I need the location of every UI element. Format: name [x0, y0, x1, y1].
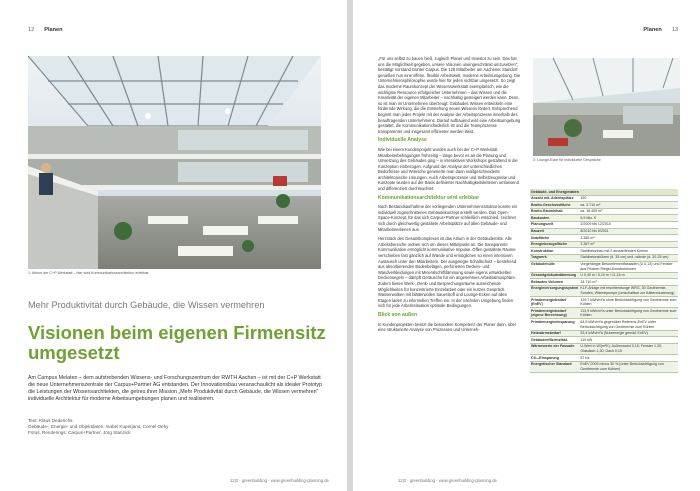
- right-caption: 2: Lounge-Ecke für individuelle Gespräche: [533, 158, 601, 162]
- table-key: Energiebezugsfläche: [530, 241, 579, 248]
- table-row: [530, 343, 678, 354]
- credit-line: Text: Klaus Dederichs: [28, 418, 73, 423]
- atrium-photo: [28, 56, 321, 269]
- table-key: Gebäudeeffizienzfakt.: [530, 337, 579, 344]
- blick-paragraph: In Kundenprojekten besitzt die besondere Kompetenz der Planer dann, über eine strukturierte Analyse von Prozessen und Unterneh-: [378, 321, 517, 333]
- section-heading: Kommunikationsarchitektur wird erlebbar: [378, 194, 480, 201]
- table-key: Wärmewerte der Fassade: [530, 343, 579, 354]
- table-key: Energetischer Standard: [530, 361, 579, 372]
- page-number: 13: [671, 27, 678, 33]
- table-key: Gebäudehülle: [530, 261, 579, 272]
- table-key: Brutto-Geschossfläche: [530, 202, 579, 209]
- table-row: [530, 361, 678, 372]
- table-value: EnEV 2009 minus 30 % (unter Berücksichtigung von Geothermie zum Kühlen): [579, 361, 678, 372]
- table-key: Nutzfläche: [530, 235, 579, 242]
- table-value: 8/2010 bis 6/2011: [579, 228, 678, 235]
- table-row: [530, 195, 678, 202]
- body-column: [378, 56, 521, 486]
- table-key: Tragwerk: [530, 254, 579, 261]
- table-key: Planungszeit: [530, 221, 579, 228]
- table-row: [530, 330, 678, 337]
- section-label: Planen: [643, 27, 662, 33]
- table-key: Konstruktion: [530, 248, 579, 255]
- table-value: 119 kW: [579, 337, 678, 344]
- lead-paragraph: Am Campus Melaten – dem aufstrebenden Wissens- und Forschungszentrum der RWTH Aachen – ist mit der C+P Werkstatt die neue Unternehmenszentrale der Carpus+Partner AG entstanden. Der Innovationsbau veranschaulicht als idealer Prototyp die Leistungen der Wissensarchitekten, die getreu ihrer Mission „Mehr Produktivität durch Gebäude, die Wissen vermehren" individuelle Architektur für moderne Arbeitsumgebungen planen und realisieren.: [28, 375, 323, 403]
- table-row: [530, 254, 678, 261]
- table-key: Energieversorgungssystem: [530, 285, 579, 296]
- table-row: [530, 208, 678, 215]
- table-value: 3.365 m²: [579, 235, 678, 242]
- left-header: [28, 27, 63, 33]
- table-key: Primärenergiebedarf (eigene Berechnung): [530, 308, 579, 319]
- left-caption: 1: Atrium der C+P Werkstatt – hier wird Kommunikationsarchitektur erlebbar.: [28, 271, 150, 275]
- table-row: [530, 337, 678, 344]
- credits: [28, 418, 228, 437]
- lounge-photo: [533, 58, 680, 156]
- section-label: Planen: [44, 27, 63, 33]
- table-row: [530, 215, 678, 222]
- table-key: Bauzeit: [530, 228, 579, 235]
- table-row: [530, 319, 678, 330]
- table-row: [530, 285, 678, 296]
- table-value: 64,5 kWh/m²a gegenüber Referenz-EnEV unter Berücksichtigung von Geothermie zum Kühlen: [579, 319, 678, 330]
- right-header: [643, 27, 678, 33]
- table-row: [530, 235, 678, 242]
- table-value: ca. 3.710 m²: [579, 202, 678, 209]
- table-value: 18.710 m³: [579, 279, 678, 286]
- table-key: Primärenergiebedarf (EnEV): [530, 297, 579, 308]
- table-value: U-Wert in W/(m²K): Außenwand 0,15; Fenster 1,30; Glasdach 1,30; Dach 0,15: [579, 343, 678, 354]
- subtitle: Mehr Produktivität durch Gebäude, die Wissen vermehren: [28, 300, 265, 310]
- credit-line: Gebäude-, Energie- und Objektdaten: Isabel Kuperjans, Cornel Oehy: [28, 424, 169, 430]
- table-row: [530, 355, 678, 362]
- table-key: Primärenergieeinsparung: [530, 319, 579, 330]
- left-page: [0, 0, 347, 491]
- table-row: [530, 221, 678, 228]
- right-footer: 12|2 · greenbuilding · www.greenbuilding-planning.de: [398, 478, 497, 483]
- table-value: KLF-Anlage mit reschtemtunge WRG, 30 Geothermie-Sonden, Wärmepumpe (umschaltbar zur Kältereduzierung): [579, 285, 678, 296]
- table-row: [530, 279, 678, 286]
- table-row: [530, 297, 678, 308]
- analyse-paragraph: Wie bei einem Kundenprojekt wurden auch bei der C+P Werkstatt Mitarbeiterbefragungen frühzeitig – lange bevor es an die Planung und Umsetzung des Gebäudes ging – in interaktiven Workshops gestaltend in die Konzeption einbezogen. Aufgrund der Analyse der unterschiedlichen Bedürfnisse und Wünsche generierte man dann maßgeschneiderte architektonische Lösungen. Auch Arbeitsprozesse und Selbstzeugnisse und Konzepte wurden auf der Basis definierter Nachhaltigkeitskriterien umfassend und differenziert durchleuchtet.: [378, 146, 519, 192]
- intro-paragraph: „Für uns selbst zu bauen hieß, zugleich Planer und Investor zu sein. Das hat uns die Möglichkeit gegeben, unsere Visionen uneingeschränkt umzusetzen", bestätigt Vorstand Günter Carpus. Die 120 Mitarbeiter am Aachener Standort genießen nun eine offene, flexible Arbeitswelt, moderne Arbeitsumgebung. Die Unternehmensphilosophie wurde hier für jeden sichtbar umgesetzt. So zeigt das moderne Raumkonzept der Wissenswerkstatt exemplarisch, wie die wichtigste Ressource erfolgreicher Unternehmen – das Wissen und die Kreativität der eigenen Mitarbeiter – nachhaltig gesteigert werden kann. Denn, so ist man im Unternehmen überzeugt: Gebäudes Wissen entwickeln eine fördernde Wirkung, die die Entstehung neuen Wissens fördert. Entsprechend beginnt man jedes Projekt mit der Analyse der Arbeitsprozesse innerhalb des beauftragenden Unternehmens. Darauf aufbauend wird eine Arbeitsumgebung gestaltet, die Kommunikationsförderlich ist und die Teamprozesse transparenter und insgesamt effizienter werden lässt.: [378, 56, 521, 134]
- table-key: Heizwärmebedarf: [530, 330, 579, 337]
- table-row: [530, 228, 678, 235]
- table-value: Vorgehängte Betonelementfassaden (U 0,13) und Fenster aus Pfosten-Riegel-Konstruktionen: [579, 261, 678, 272]
- table-value: ca. 18.400 m³: [579, 208, 678, 215]
- left-footer: 12|2 · greenbuilding · www.greenbuilding-planning.de: [230, 478, 329, 483]
- table-title: Gebäude- und Energiedaten: [530, 189, 678, 195]
- section-heading: Blick von außen: [378, 311, 418, 318]
- section-heading: Individuelle Analyse: [378, 137, 427, 144]
- table-value: 5,9 Mio. €: [579, 215, 678, 222]
- table-row: [530, 248, 678, 255]
- table-row: [530, 241, 678, 248]
- table-value: 3.367 m²: [579, 241, 678, 248]
- table-value: Stahlbetonbau mit 2 aussteifenden Kernen: [579, 248, 678, 255]
- table-value: 113,9 kWh/m²a unter Berücksichtigung von Geothermie zum Kühlen: [580, 308, 677, 318]
- table-key: Brutto-Rauminhalt: [530, 208, 579, 215]
- table-row: [530, 202, 678, 209]
- komm-paragraph-2: Herzstück des Gesamtkomplexes ist das Atrium in der Gebäudemitte. Alle Arbeitsbereiche ordnen sich um dieses Mittelpunkt an. Die transparente Kommunikation ermöglicht kommunikative Impulse. Offen gestaltete Räume verschieben fast gänzlich auf Wände und ermöglichen so einen intensiven Austausch unter den Mitarbeitern. Der ausgelegte Schallschutz – bestehend aus absorbierenden Bodenbelägen, perforierten Decken- und Wandverkleidungen mit Mineralschiffdämmung sowie eigens entwickelten Deckensegeln – dämpft Geräusche für ein angenehmes Arbeitsatmosphäre. Zudem bieten Werk-, Denk- und Besprechungsräume ausreichende Möglichkeiten für konzentrierte Einzelarbeit oder ein kurzes Gespräch. Wasserwolken mit blätterwollen Sauerstoff und Lounge-Ecken auf allen Etagen laden zu informellen Treffen ein. In der nächsten Umgebung finden sich für jede Arbeitssituation optimale Bedingungen.: [378, 236, 517, 309]
- table-row: [530, 308, 678, 319]
- article-title: Visionen beim eigenen Firmensitz umgesetzt: [28, 322, 326, 363]
- table-value: U 0,40 m / 0,10 m / 11,16 m: [579, 272, 678, 279]
- table-key: Anzahl mit. Arbeitsplätze: [530, 195, 579, 202]
- table-row: [530, 272, 678, 279]
- credit-line: Fotos, Renderings: Carpus+Partner, Jörg Stanzick: [28, 430, 131, 436]
- table-value: Stahlbetonstützen (d. 35 cm) und -wände (d. 20-25 cm): [579, 254, 678, 261]
- table-value: 2/2009 bis 12/2010: [579, 221, 678, 228]
- page-number: 12: [28, 27, 35, 33]
- building-data-table: [530, 189, 678, 373]
- table-row: [530, 261, 678, 272]
- table-value: 57 t/a: [579, 355, 678, 362]
- table-value: 53,4 kWh/m²a (Nutzenergie gemäß EnEV): [579, 330, 678, 337]
- table-key: Bebautes Volumen: [530, 279, 579, 286]
- table-key: Gesamtgebäudedämmung: [530, 272, 579, 279]
- table-value: 129,7 kWh/m²a ohne Berücksichtigung von Geothermie zum Kühlen: [580, 297, 677, 307]
- table-key: Baukosten: [530, 215, 579, 222]
- table-value: 150: [579, 195, 678, 202]
- komm-paragraph-1: Nach Bestandsaufnahme der vorliegenden Unternehmensstruktur konnte ein individuell zugeschnittenes Gebäudekonzept erstellt werden. Das Open-Space-Konzept, für das sich Carpus+Partner schließlich entschied, zeichnet sich durch gleichwertig gestaltete Arbeitsplätze auf allen Gebäude- und Mitarbeiterebenen aus.: [378, 204, 518, 232]
- table-key: CO₂-Einsparung: [530, 355, 579, 362]
